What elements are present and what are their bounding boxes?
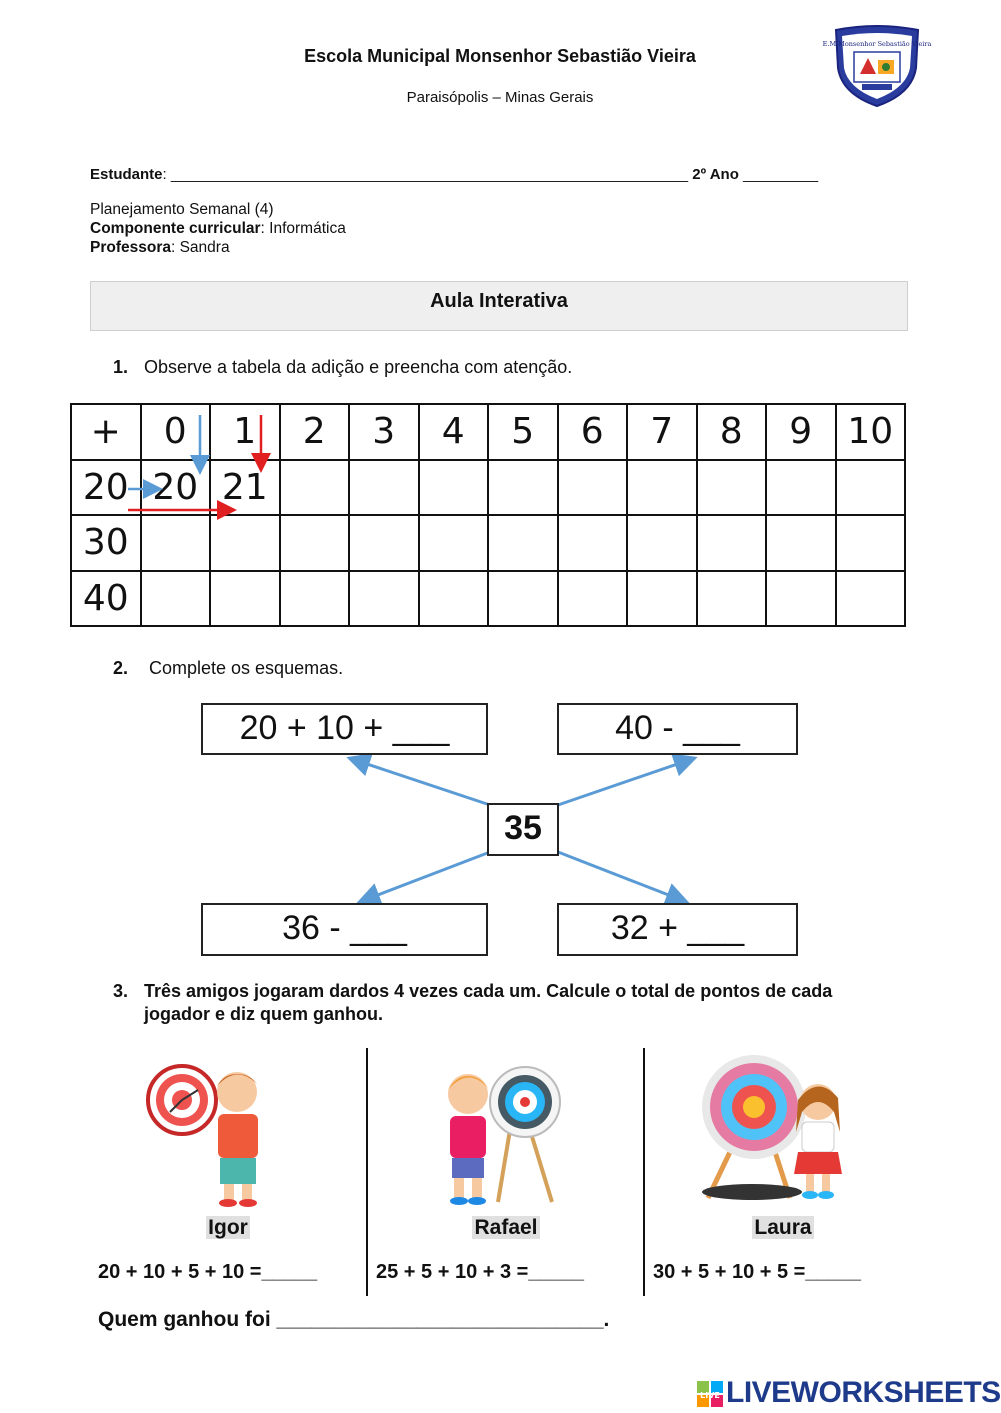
answer-cell[interactable]	[141, 515, 211, 571]
teacher-line	[90, 239, 230, 257]
rafael-dartboard-illustration	[430, 1060, 580, 1210]
student-name-blank[interactable]: ______________________________________________________________	[170, 166, 689, 183]
question-number: 2.	[113, 658, 129, 678]
teacher-value: : Sandra	[170, 239, 230, 256]
answer-cell[interactable]	[280, 515, 350, 571]
winner-blank[interactable]: ____________________________.	[270, 1308, 610, 1331]
scheme-center-number: 35	[487, 803, 559, 856]
svg-text:E.M.Monsenhor Sebastião Vieira: E.M.Monsenhor Sebastião Vieira	[822, 40, 932, 48]
answer-cell[interactable]	[488, 515, 558, 571]
header-cell: 5	[488, 404, 558, 460]
student-label: Estudante	[90, 166, 163, 183]
answer-cell[interactable]	[280, 460, 350, 516]
answer-cell[interactable]	[419, 460, 489, 516]
header-cell: 10	[836, 404, 906, 460]
header-cell: 9	[766, 404, 836, 460]
question-text: Observe a tabela da adição e preencha com atenção.	[144, 357, 573, 377]
answer-cell[interactable]	[627, 515, 697, 571]
answer-cell[interactable]	[836, 515, 906, 571]
answer-cell[interactable]	[349, 460, 419, 516]
header-cell: 7	[627, 404, 697, 460]
arrow-to-top-right	[558, 759, 692, 805]
answer-cell[interactable]	[697, 515, 767, 571]
teacher-label: Professora	[90, 239, 171, 256]
grade-blank[interactable]: _________	[738, 166, 819, 183]
igor-dartboard-illustration	[140, 1060, 290, 1210]
svg-text:LIVE: LIVE	[700, 1391, 720, 1400]
question-number: 1.	[113, 357, 129, 377]
winner-label: Quem ganhou foi	[98, 1308, 271, 1331]
answer-cell[interactable]	[558, 460, 628, 516]
liveworksheets-brand: LIVEWORKSHEETS	[726, 1376, 1001, 1409]
school-city: Paraisópolis – Minas Gerais	[406, 89, 594, 106]
header-cell: 2	[280, 404, 350, 460]
header-cell: +	[71, 404, 141, 460]
answer-cell: 20	[141, 460, 211, 516]
column-divider	[366, 1048, 368, 1296]
player-laura	[653, 1216, 913, 1240]
component-line	[90, 220, 346, 238]
player-name: Rafael	[474, 1216, 538, 1239]
answer-cell[interactable]	[349, 571, 419, 627]
answer-cell[interactable]	[558, 515, 628, 571]
plan-line: Planejamento Semanal (4)	[90, 201, 274, 218]
question-2	[113, 658, 343, 679]
player-rafael	[376, 1216, 636, 1240]
answer-cell[interactable]	[766, 460, 836, 516]
answer-cell[interactable]	[419, 515, 489, 571]
grade-label: 2º Ano	[692, 166, 739, 183]
arrow-to-bottom-left	[362, 852, 490, 901]
component-value: : Informática	[260, 220, 346, 237]
header-cell: 3	[349, 404, 419, 460]
answer-cell[interactable]	[280, 571, 350, 627]
table-header-row	[71, 404, 905, 460]
liveworksheets-logo-icon	[697, 1381, 723, 1407]
answer-cell[interactable]	[349, 515, 419, 571]
answer-cell[interactable]	[836, 571, 906, 627]
table-row	[71, 460, 905, 516]
answer-cell[interactable]	[627, 460, 697, 516]
component-label: Componente curricular	[90, 220, 261, 237]
header-cell: 6	[558, 404, 628, 460]
answer-cell[interactable]	[210, 571, 280, 627]
row-label-cell: 20	[71, 460, 141, 516]
lesson-banner: Aula Interativa	[90, 281, 908, 331]
header-cell: 8	[697, 404, 767, 460]
answer-cell[interactable]	[210, 515, 280, 571]
scheme-box-bottom-right[interactable]: 32 + ___	[557, 903, 798, 956]
answer-cell[interactable]	[766, 571, 836, 627]
scheme-box-top-left[interactable]: 20 + 10 + ___	[201, 703, 488, 755]
header-cell: 0	[141, 404, 211, 460]
arrow-to-bottom-right	[558, 852, 684, 901]
school-name: Escola Municipal Monsenhor Sebastião Vieira	[304, 46, 696, 66]
question-text: Complete os esquemas.	[149, 658, 344, 678]
answer-cell[interactable]	[419, 571, 489, 627]
question-text: Três amigos jogaram dardos 4 vezes cada um. Calcule o total de pontos de cada jogador e diz quem ganhou.	[144, 981, 833, 1024]
sum-rafael[interactable]: 25 + 5 + 10 + 3 =_____	[376, 1261, 584, 1283]
answer-cell[interactable]	[836, 460, 906, 516]
laura-dartboard-illustration	[690, 1052, 850, 1212]
sum-igor[interactable]: 20 + 10 + 5 + 10 =_____	[98, 1261, 318, 1283]
row-label-cell: 30	[71, 515, 141, 571]
answer-cell: 21	[210, 460, 280, 516]
row-label-cell: 40	[71, 571, 141, 627]
player-name: Igor	[208, 1216, 248, 1239]
question-number: 3.	[113, 981, 129, 1001]
student-sep: :	[162, 166, 171, 183]
answer-cell[interactable]	[766, 515, 836, 571]
player-name: Laura	[754, 1216, 812, 1239]
answer-cell[interactable]	[558, 571, 628, 627]
school-logo	[822, 24, 932, 108]
table-row	[71, 571, 905, 627]
header-cell: 1	[210, 404, 280, 460]
answer-cell[interactable]	[697, 571, 767, 627]
column-divider	[643, 1048, 645, 1296]
scheme-box-bottom-left[interactable]: 36 - ___	[201, 903, 488, 956]
player-igor	[98, 1216, 358, 1240]
header-cell: 4	[419, 404, 489, 460]
scheme-box-top-right[interactable]: 40 - ___	[557, 703, 798, 755]
sum-laura[interactable]: 30 + 5 + 10 + 5 =_____	[653, 1261, 861, 1283]
question-1	[113, 357, 572, 378]
table-row	[71, 515, 905, 571]
question-3	[113, 980, 893, 1026]
answer-cell[interactable]	[488, 571, 558, 627]
answer-cell[interactable]	[488, 460, 558, 516]
student-line	[90, 166, 818, 183]
winner-line	[98, 1308, 609, 1332]
answer-cell[interactable]	[141, 571, 211, 627]
addition-table	[70, 403, 906, 627]
arrow-to-top-left	[352, 759, 490, 805]
answer-cell[interactable]	[627, 571, 697, 627]
answer-cell[interactable]	[697, 460, 767, 516]
